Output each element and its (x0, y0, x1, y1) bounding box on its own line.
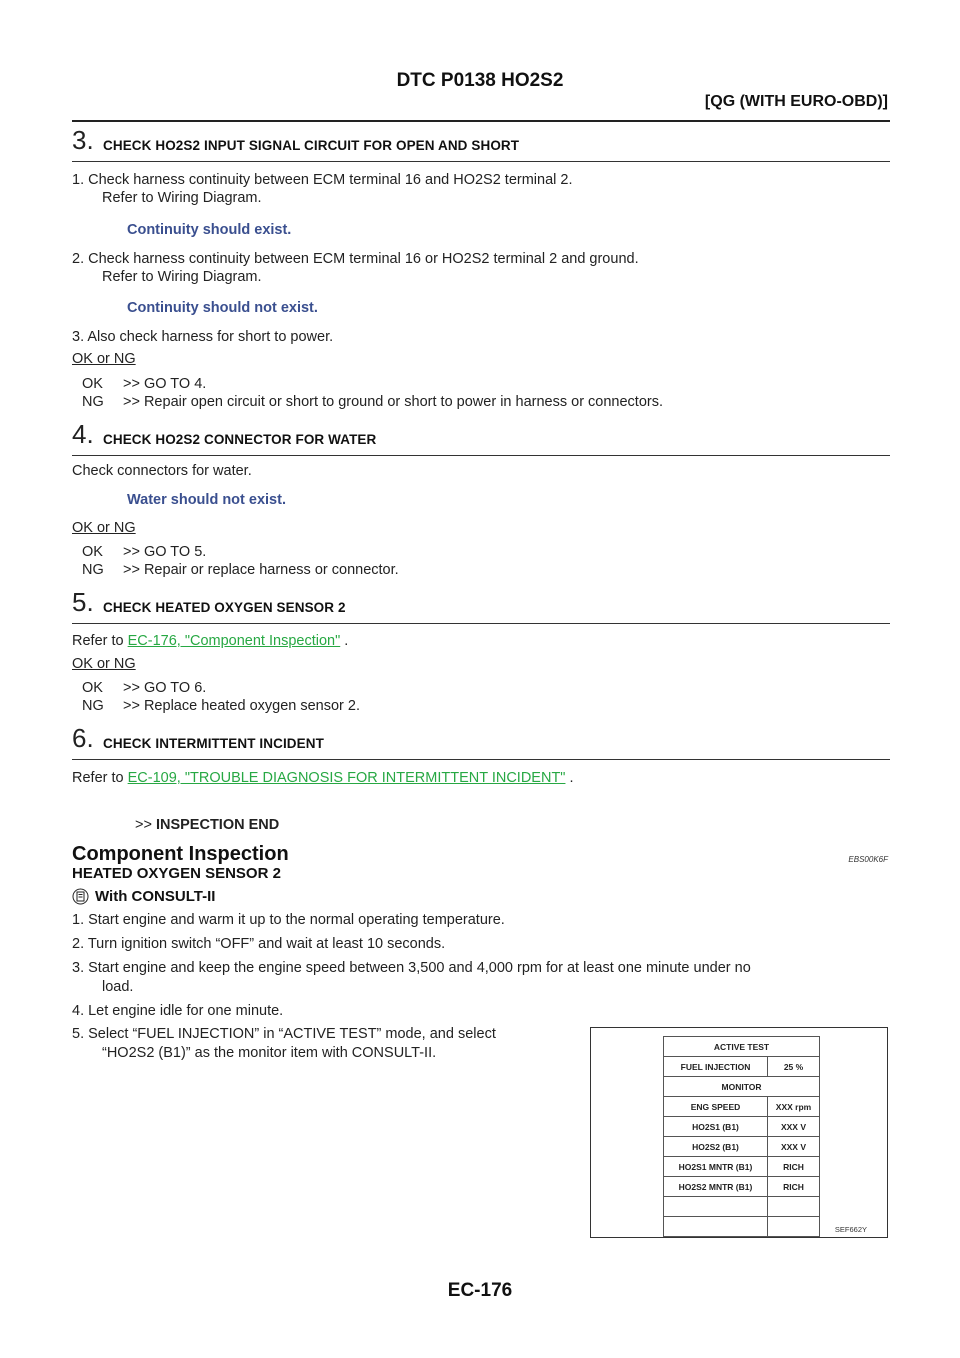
step-3-result-ng (82, 394, 663, 410)
monitor-item-label: HO2S1 (B1) (664, 1117, 768, 1137)
refer-end: . (565, 770, 574, 786)
consult-tool-icon (72, 888, 89, 909)
procedure-step-continued: “HO2S2 (B1)” as the monitor item with CONSULT-II. (102, 1045, 437, 1061)
fuel-injection-value: 25 % (768, 1057, 820, 1077)
step-5-ok-or-ng: OK or NG (72, 656, 136, 672)
consult-label: With CONSULT-II (95, 888, 216, 905)
step-6-heading (72, 723, 890, 760)
step-4-heading (72, 419, 890, 456)
step-5-refer (72, 633, 348, 649)
active-test-screen (663, 1036, 820, 1237)
monitor-item-value: RICH (768, 1177, 820, 1197)
inspection-end (135, 817, 279, 833)
step-number: 4. (72, 419, 94, 449)
section-code: EBS00K6F (848, 855, 888, 864)
step-5-heading (72, 587, 890, 624)
monitor-item-value: XXX V (768, 1137, 820, 1157)
step-3-heading (72, 125, 890, 162)
step-3-note-2: Continuity should not exist. (127, 300, 318, 316)
step-5-result-ok (82, 680, 206, 696)
result-label: NG (82, 394, 104, 410)
component-inspection-link[interactable]: EC-176, "Component Inspection" (127, 633, 341, 649)
result-text: >> GO TO 6. (123, 680, 207, 696)
monitor-item-label: HO2S1 MNTR (B1) (664, 1157, 768, 1177)
result-label: NG (82, 698, 104, 714)
monitor-item-label: HO2S2 (B1) (664, 1137, 768, 1157)
empty-cell (664, 1217, 768, 1237)
empty-cell (768, 1217, 820, 1237)
step-title: CHECK HO2S2 CONNECTOR FOR WATER (103, 432, 377, 447)
monitor-heading: MONITOR (664, 1077, 820, 1097)
step-3-note-1: Continuity should exist. (127, 222, 292, 238)
end-label: INSPECTION END (155, 817, 280, 833)
monitor-item-value: XXX rpm (768, 1097, 820, 1117)
result-text: >> GO TO 5. (123, 544, 207, 560)
result-label: OK (82, 680, 103, 696)
monitor-item-value: RICH (768, 1157, 820, 1177)
result-label: OK (82, 376, 103, 392)
figure-code: SEF662Y (834, 1225, 867, 1234)
step-3-item-2-ref: Refer to Wiring Diagram. (102, 269, 262, 285)
page-header-subtitle: [QG (WITH EURO-OBD)] (704, 93, 888, 110)
step-4-result-ng (82, 562, 399, 578)
empty-cell (664, 1197, 768, 1217)
step-title: CHECK HO2S2 INPUT SIGNAL CIRCUIT FOR OPEN AND SHORT (103, 138, 520, 153)
refer-label: Refer to (72, 633, 124, 649)
procedure-step: 3. Start engine and keep the engine speed between 3,500 and 4,000 rpm for at least one minute under no (72, 960, 751, 976)
procedure-step: 2. Turn ignition switch “OFF” and wait at least 10 seconds. (72, 936, 446, 952)
procedure-step: 1. Start engine and warm it up to the normal operating temperature. (72, 912, 505, 928)
refer-end: . (340, 633, 349, 649)
end-arrow: >> (135, 817, 152, 833)
step-3-item-3: 3. Also check harness for short to power. (72, 329, 334, 345)
empty-cell (768, 1197, 820, 1217)
step-3-ok-or-ng: OK or NG (72, 351, 136, 367)
step-4-text: Check connectors for water. (72, 463, 252, 479)
step-3-item-1: 1. Check harness continuity between ECM terminal 16 and HO2S2 terminal 2. (72, 172, 573, 188)
step-6-refer (72, 770, 574, 786)
result-text: >> Repair or replace harness or connector. (123, 562, 399, 578)
result-text: >> Repair open circuit or short to ground or short to power in harness or connectors. (123, 394, 664, 410)
step-5-result-ng (82, 698, 360, 714)
page-number: EC-176 (447, 1280, 513, 1301)
step-number: 6. (72, 723, 94, 753)
header-divider (72, 120, 890, 122)
step-title: CHECK HEATED OXYGEN SENSOR 2 (103, 600, 346, 615)
result-text: >> Replace heated oxygen sensor 2. (123, 698, 360, 714)
step-number: 5. (72, 587, 94, 617)
result-text: >> GO TO 4. (123, 376, 207, 392)
intermittent-incident-link[interactable]: EC-109, "TROUBLE DIAGNOSIS FOR INTERMITTENT INCIDENT" (127, 770, 566, 786)
step-4-ok-or-ng: OK or NG (72, 520, 136, 536)
step-title: CHECK INTERMITTENT INCIDENT (103, 736, 324, 751)
section-title: Component Inspection (72, 843, 289, 865)
step-3-result-ok (82, 376, 206, 392)
step-4-result-ok (82, 544, 206, 560)
monitor-item-label: HO2S2 MNTR (B1) (664, 1177, 768, 1197)
monitor-item-value: XXX V (768, 1117, 820, 1137)
monitor-item-label: ENG SPEED (664, 1097, 768, 1117)
consult-heading (72, 888, 215, 909)
consult-screen-figure (590, 1027, 888, 1238)
result-label: NG (82, 562, 104, 578)
subsection-title: HEATED OXYGEN SENSOR 2 (72, 865, 281, 882)
step-3-item-2: 2. Check harness continuity between ECM terminal 16 or HO2S2 terminal 2 and ground. (72, 251, 639, 267)
procedure-step: 5. Select “FUEL INJECTION” in “ACTIVE TEST” mode, and select (72, 1026, 496, 1042)
fuel-injection-label: FUEL INJECTION (664, 1057, 768, 1077)
step-4-note: Water should not exist. (127, 492, 286, 508)
page-header-title: DTC P0138 HO2S2 (396, 70, 564, 91)
step-3-item-1-ref: Refer to Wiring Diagram. (102, 190, 262, 206)
step-number: 3. (72, 125, 94, 155)
screen-title: ACTIVE TEST (664, 1037, 820, 1057)
procedure-step: 4. Let engine idle for one minute. (72, 1003, 284, 1019)
procedure-step-continued: load. (102, 979, 134, 995)
refer-label: Refer to (72, 770, 124, 786)
result-label: OK (82, 544, 103, 560)
